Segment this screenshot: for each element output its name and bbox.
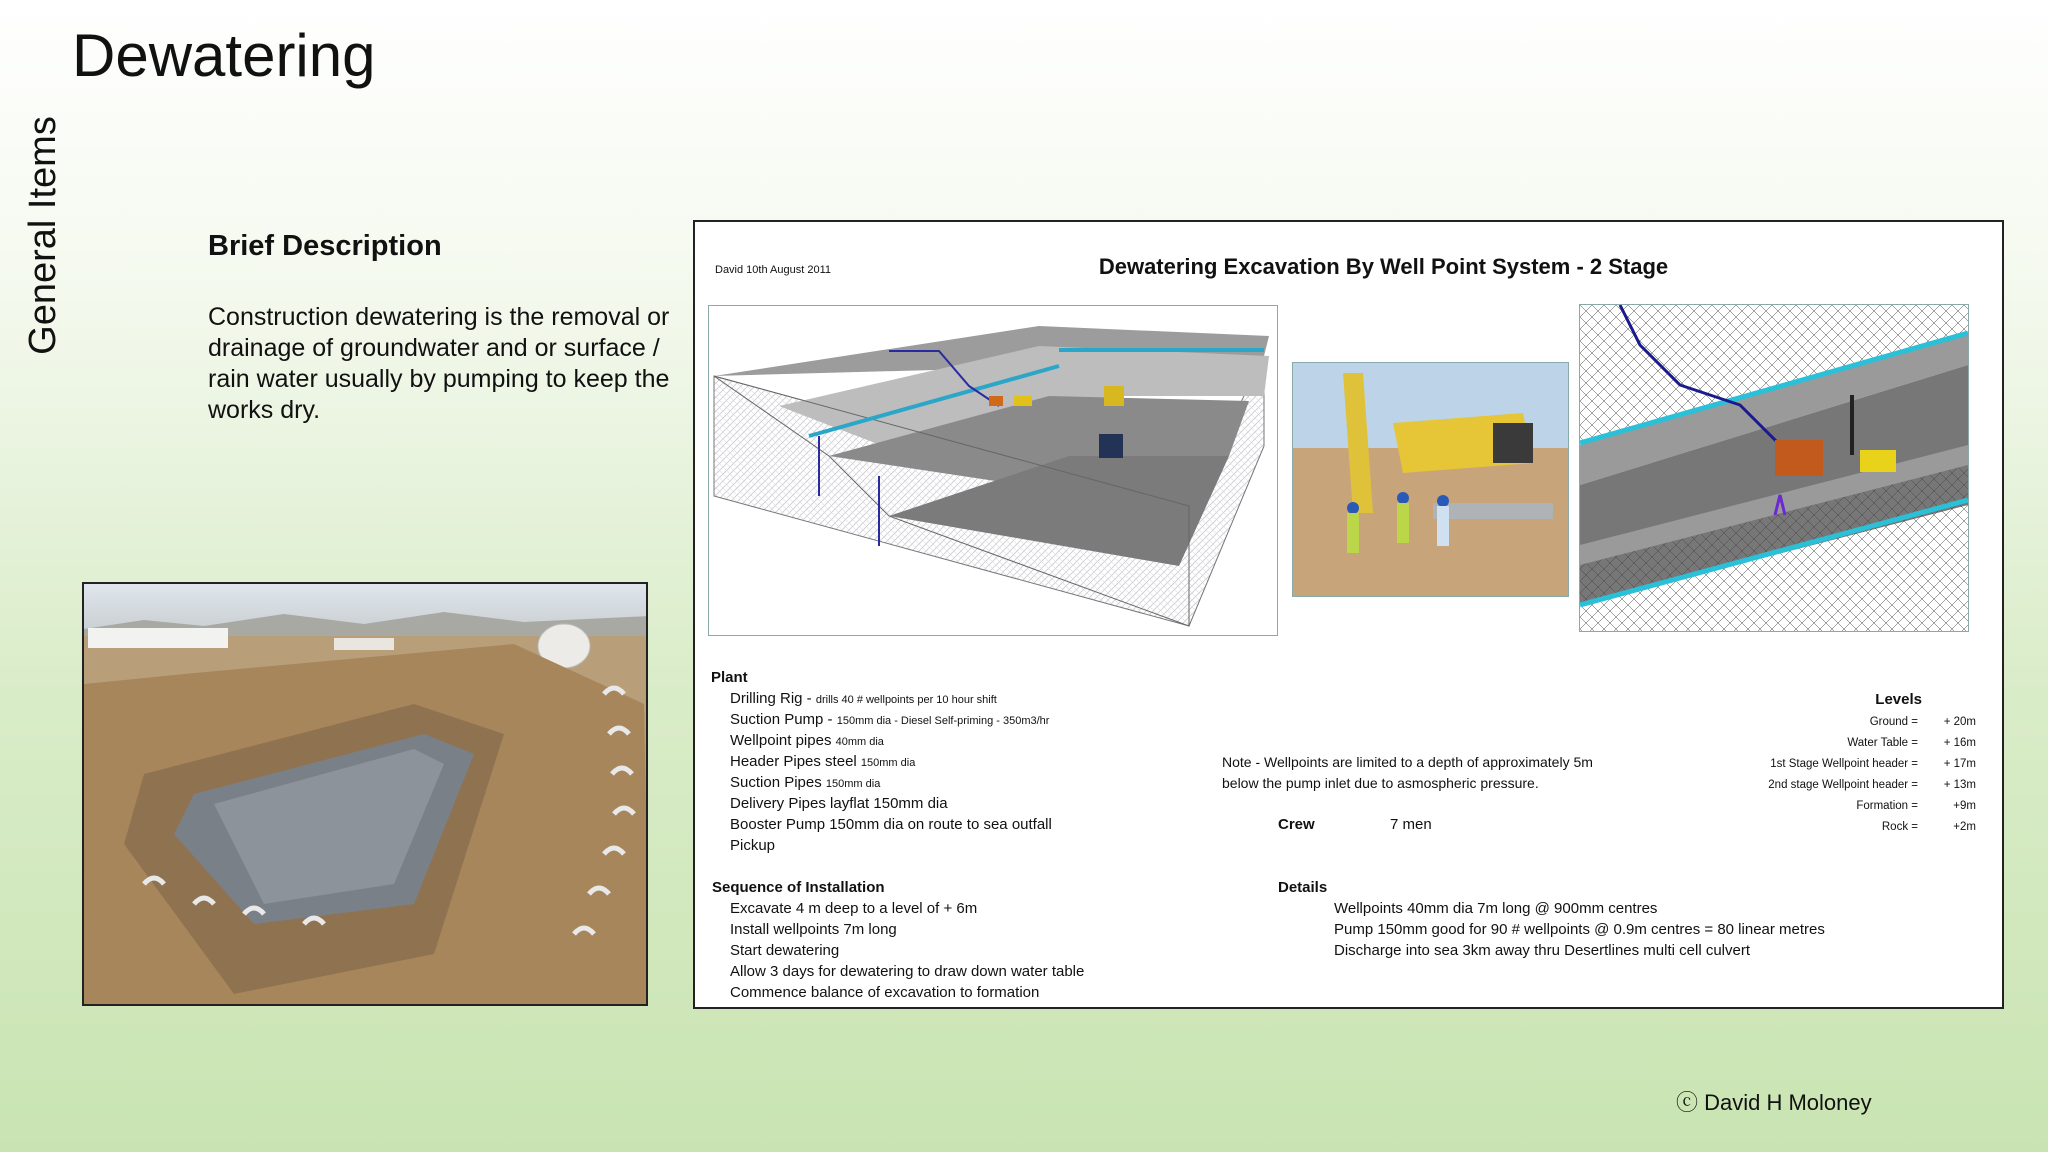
dewatering-panel bbox=[693, 220, 2004, 1009]
plant-item: Drilling Rig - drills 40 # wellpoints per 10 hour shift bbox=[730, 690, 997, 707]
site-photo bbox=[82, 582, 648, 1006]
details-item: Wellpoints 40mm dia 7m long @ 900mm centres bbox=[1334, 900, 1658, 917]
plant-heading: Plant bbox=[711, 669, 748, 686]
note-line-2: below the pump inlet due to asmospheric pressure. bbox=[1222, 775, 1539, 791]
levels-heading: Levels bbox=[1875, 691, 1922, 708]
brief-heading: Brief Description bbox=[208, 230, 442, 262]
sequence-item: Allow 3 days for dewatering to draw down water table bbox=[730, 963, 1085, 980]
crew-label: Crew bbox=[1278, 816, 1315, 833]
details-item: Pump 150mm good for 90 # wellpoints @ 0.9m centres = 80 linear metres bbox=[1334, 921, 1825, 938]
brief-text: Construction dewatering is the removal or drainage of groundwater and or surface / rain water usually by pumping to keep the works dry. bbox=[208, 303, 670, 424]
plant-item: Wellpoint pipes 40mm dia bbox=[730, 732, 884, 749]
section-side-label bbox=[18, 110, 68, 360]
plant-item: Booster Pump 150mm dia on route to sea outfall bbox=[730, 816, 1052, 833]
plant-item: Delivery Pipes layflat 150mm dia bbox=[730, 795, 948, 812]
plant-item: Pickup bbox=[730, 837, 776, 854]
trench-closeup-diagram bbox=[1579, 304, 1969, 632]
sequence-heading: Sequence of Installation bbox=[712, 879, 885, 896]
sequence-item: Excavate 4 m deep to a level of + 6m bbox=[730, 900, 978, 917]
side-label-text: General Items bbox=[21, 115, 64, 355]
level-row: Water Table = + 16m bbox=[1847, 737, 1976, 749]
details-heading: Details bbox=[1278, 879, 1328, 896]
sequence-item: Start dewatering bbox=[730, 942, 840, 959]
plant-item: Suction Pump - 150mm dia - Diesel Self-priming - 350m3/hr bbox=[730, 711, 1050, 728]
sequence-item: Commence balance of excavation to formation bbox=[730, 984, 1040, 1001]
excavation-diagram bbox=[708, 305, 1278, 636]
plant-item: Header Pipes steel 150mm dia bbox=[730, 753, 916, 770]
copyright: ⓒ David H Moloney bbox=[1676, 1090, 1872, 1115]
note-line-1: Note - Wellpoints are limited to a depth of approximately 5m bbox=[1222, 754, 1593, 770]
level-row: Formation = +9m bbox=[1856, 800, 1976, 812]
plant-item: Suction Pipes 150mm dia bbox=[730, 774, 881, 791]
drilling-photo bbox=[1292, 362, 1569, 597]
level-row: Ground = + 20m bbox=[1869, 716, 1976, 728]
level-row: Rock = +2m bbox=[1881, 821, 1976, 833]
level-row: 2nd stage Wellpoint header = + 13m bbox=[1768, 779, 1976, 791]
sequence-item: Install wellpoints 7m long bbox=[730, 921, 897, 938]
crew-value: 7 men bbox=[1390, 816, 1432, 833]
level-row: 1st Stage Wellpoint header = + 17m bbox=[1770, 758, 1976, 770]
slide-title: Dewatering bbox=[72, 22, 376, 89]
panel-title: Dewatering Excavation By Well Point System - 2 Stage bbox=[1098, 254, 1669, 279]
panel-author-date: David 10th August 2011 bbox=[715, 264, 831, 276]
details-item: Discharge into sea 3km away thru Desertlines multi cell culvert bbox=[1334, 942, 1750, 959]
